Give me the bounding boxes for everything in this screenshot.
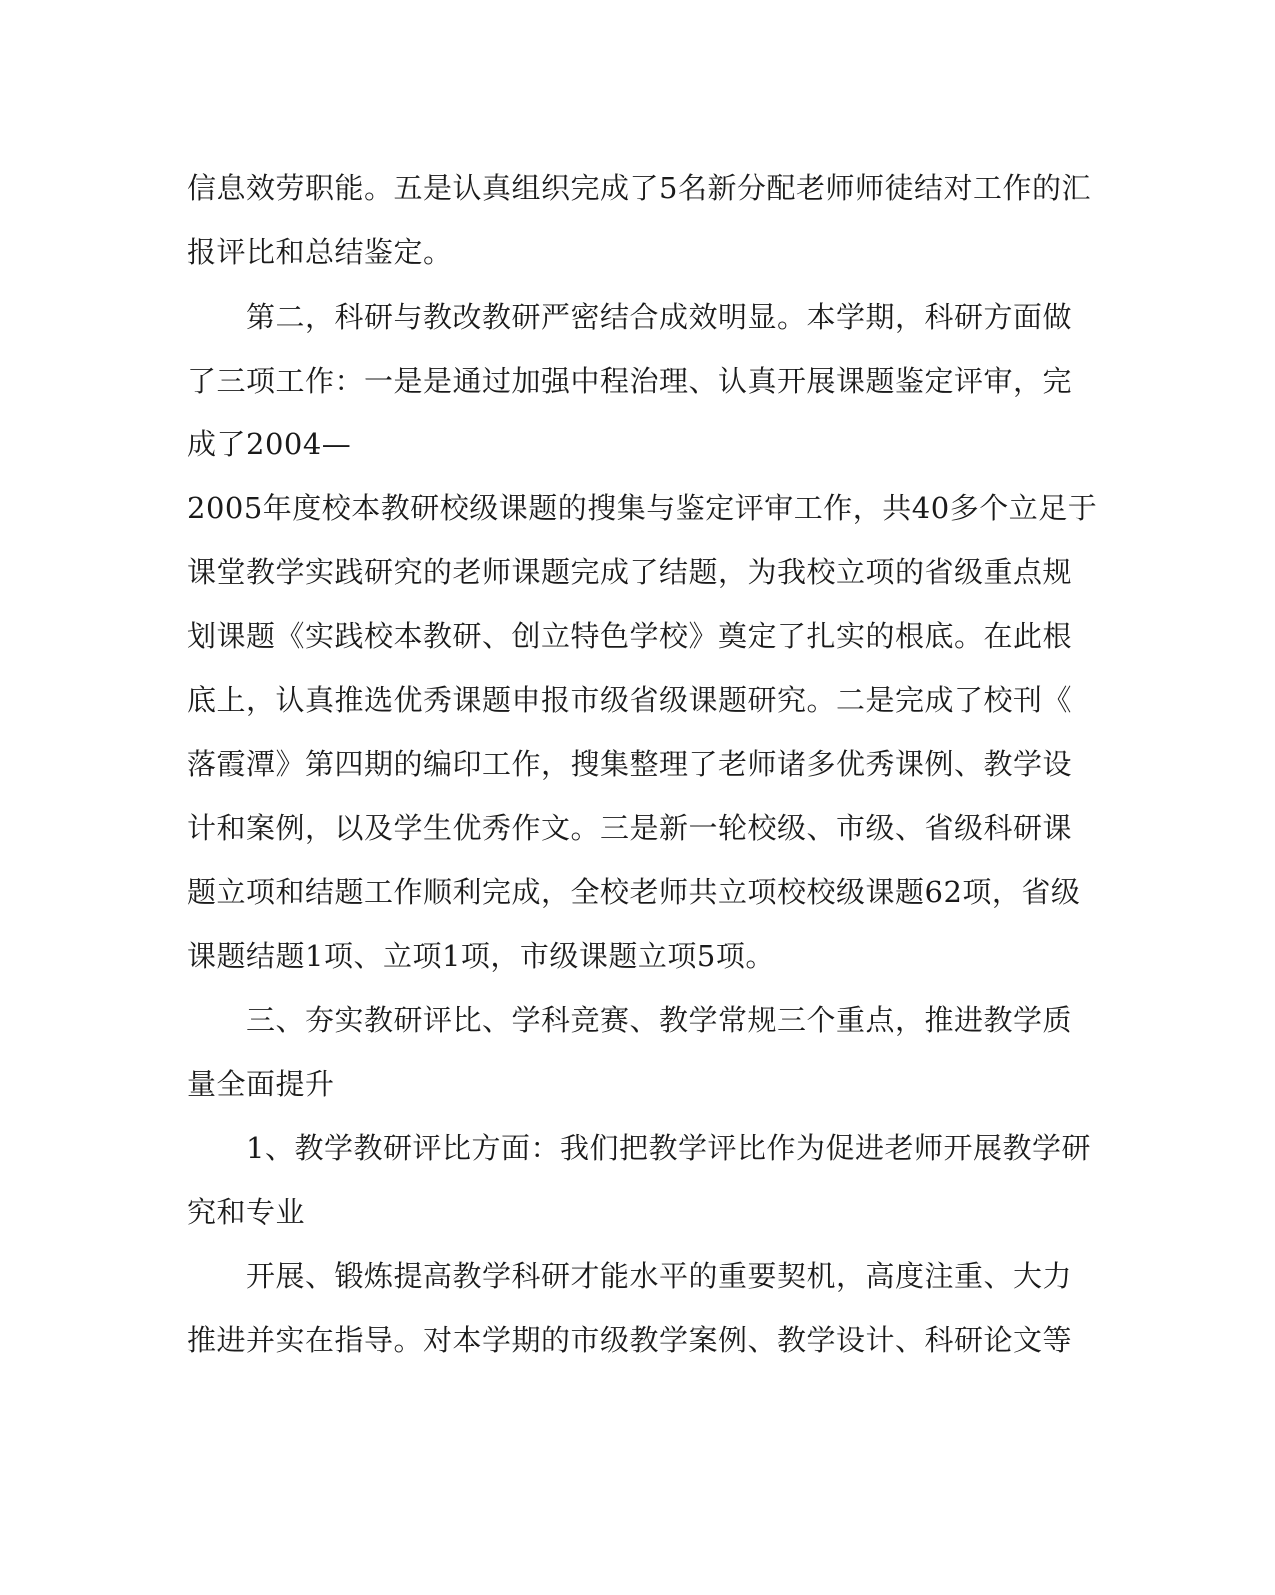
text-line: 报评比和总结鉴定。 bbox=[187, 235, 453, 269]
text-line: 划课题《实践校本教研、创立特色学校》奠定了扎实的根底。在此根 bbox=[187, 619, 1073, 653]
text-line: 课题结题1项、立项1项，市级课题立项5项。 bbox=[187, 939, 775, 973]
text-line: 2005年度校本教研校级课题的搜集与鉴定评审工作，共40多个立足于 bbox=[187, 491, 1098, 525]
section-heading-line: 量全面提升 bbox=[187, 1067, 335, 1101]
text-line: 课堂教学实践研究的老师课题完成了结题，为我校立项的省级重点规 bbox=[187, 555, 1073, 589]
text-line: 落霞潭》第四期的编印工作，搜集整理了老师诸多优秀课例、教学设 bbox=[187, 747, 1073, 781]
text-line: 了三项工作：一是是通过加强中程治理、认真开展课题鉴定评审，完 bbox=[187, 364, 1073, 398]
text-line: 究和专业 bbox=[187, 1195, 306, 1229]
text-line: 第二，科研与教改教研严密结合成效明显。本学期，科研方面做 bbox=[187, 300, 1073, 334]
text-line: 成了2004— bbox=[187, 427, 352, 461]
text-line: 开展、锻炼提高教学科研才能水平的重要契机，高度注重、大力 bbox=[187, 1259, 1073, 1293]
section-heading-line: 三、夯实教研评比、学科竞赛、教学常规三个重点，推进教学质 bbox=[187, 1003, 1073, 1037]
text-line: 1、教学教研评比方面：我们把教学评比作为促进老师开展教学研 bbox=[187, 1131, 1091, 1165]
text-line: 题立项和结题工作顺利完成，全校老师共立项校校级课题62项，省级 bbox=[187, 875, 1081, 909]
text-line: 底上，认真推选优秀课题申报市级省级课题研究。二是完成了校刊《 bbox=[187, 683, 1073, 717]
text-line: 计和案例，以及学生优秀作文。三是新一轮校级、市级、省级科研课 bbox=[187, 811, 1073, 845]
text-line: 信息效劳职能。五是认真组织完成了5名新分配老师师徒结对工作的汇 bbox=[187, 171, 1091, 205]
text-line: 推进并实在指导。对本学期的市级教学案例、教学设计、科研论文等 bbox=[187, 1323, 1073, 1357]
